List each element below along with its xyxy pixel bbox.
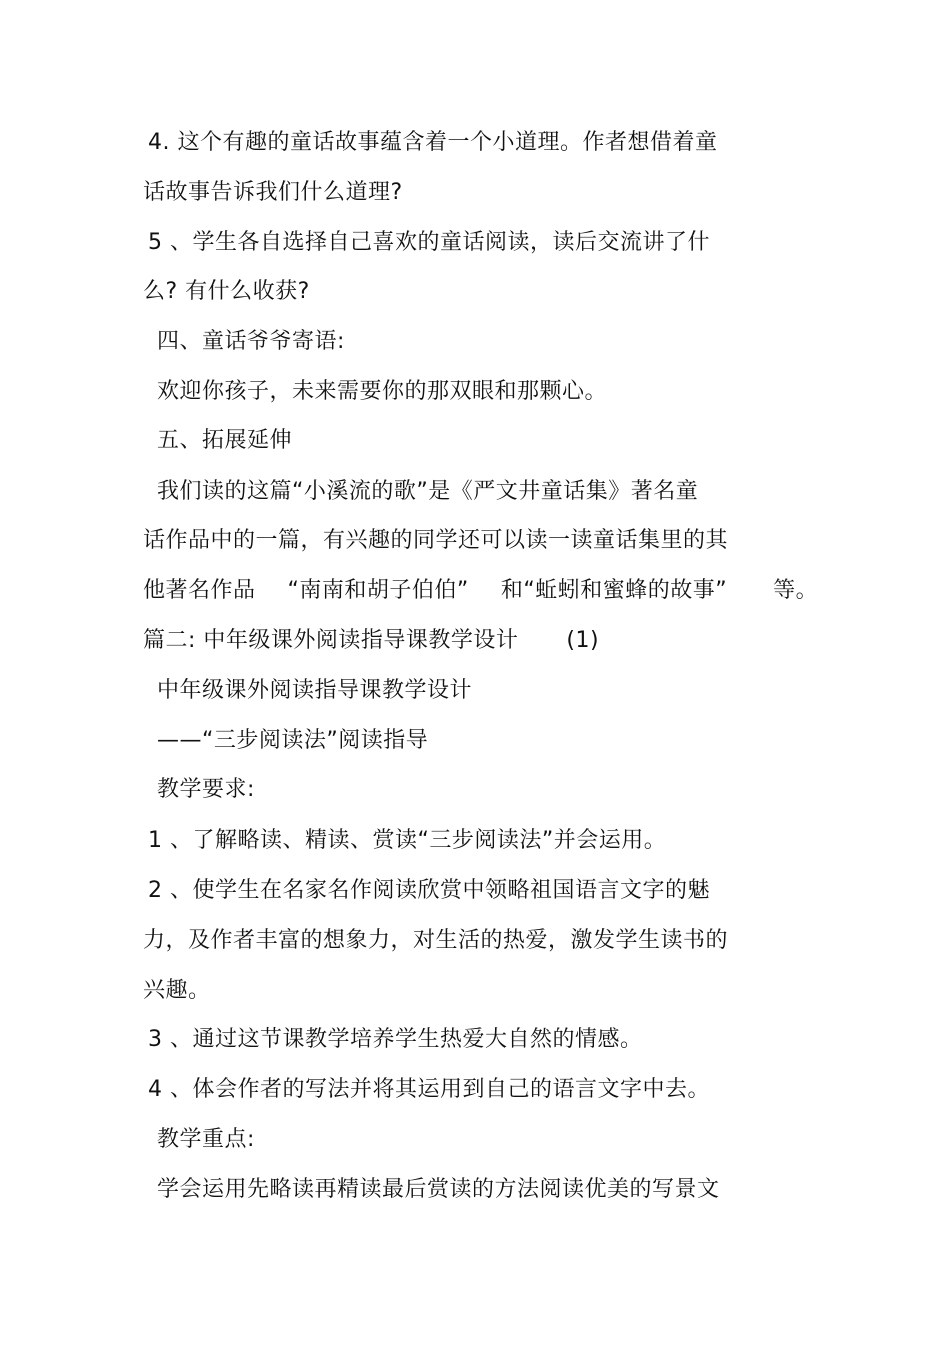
paragraph-line: 4. 这个有趣的童话故事蕴含着一个小道理。作者想借着童 bbox=[148, 130, 718, 155]
paragraph-line: 话故事告诉我们什么道理? bbox=[143, 180, 403, 205]
paragraph-line: 我们读的这篇“小溪流的歌”是《严文井童话集》著名童 bbox=[157, 479, 699, 504]
paragraph-line: 兴趣。 bbox=[143, 978, 211, 1003]
paragraph-line: 么? 有什么收获? bbox=[143, 279, 310, 304]
section-heading: 教学重点: bbox=[157, 1127, 255, 1152]
list-item: 1 、了解略读、精读、赏读“三步阅读法”并会运用。 bbox=[148, 828, 667, 853]
paragraph-line: 5 、学生各自选择自己喜欢的童话阅读，读后交流讲了什 bbox=[148, 230, 710, 255]
section-heading: 教学要求: bbox=[157, 777, 255, 802]
paragraph-line: 话作品中的一篇，有兴趣的同学还可以读一读童话集里的其 bbox=[143, 528, 729, 553]
text-segment: “南南和胡子伯伯” bbox=[287, 578, 469, 603]
doc-title: 中年级课外阅读指导课教学设计 bbox=[157, 678, 473, 703]
text-segment: 等。 bbox=[773, 578, 819, 603]
chapter-title bbox=[143, 626, 599, 656]
text-segment: 他著名作品 bbox=[143, 578, 256, 603]
doc-subtitle: ——“三步阅读法”阅读指导 bbox=[157, 728, 429, 753]
list-item: 2 、使学生在名家名作阅读欣赏中领略祖国语言文字的魅 bbox=[148, 878, 710, 903]
paragraph-line: 学会运用先略读再精读最后赏读的方法阅读优美的写景文 bbox=[157, 1177, 720, 1202]
paragraph-line: 力，及作者丰富的想象力，对生活的热爱，激发学生读书的 bbox=[143, 928, 729, 953]
section-heading: 五、拓展延伸 bbox=[157, 428, 293, 453]
paragraph-line bbox=[143, 576, 818, 606]
list-item: 3 、通过这节课教学培养学生热爱大自然的情感。 bbox=[148, 1027, 643, 1052]
text-segment: (1) bbox=[566, 628, 600, 653]
list-item: 4 、体会作者的写法并将其运用到自己的语言文字中去。 bbox=[148, 1077, 710, 1102]
text-segment: 篇二: 中年级课外阅读指导课教学设计 bbox=[143, 628, 519, 653]
section-heading: 四、童话爷爷寄语: bbox=[157, 329, 345, 354]
paragraph-line: 欢迎你孩子，未来需要你的那双眼和那颗心。 bbox=[157, 379, 608, 404]
text-segment: 和“蚯蚓和蜜蜂的故事” bbox=[500, 578, 728, 603]
